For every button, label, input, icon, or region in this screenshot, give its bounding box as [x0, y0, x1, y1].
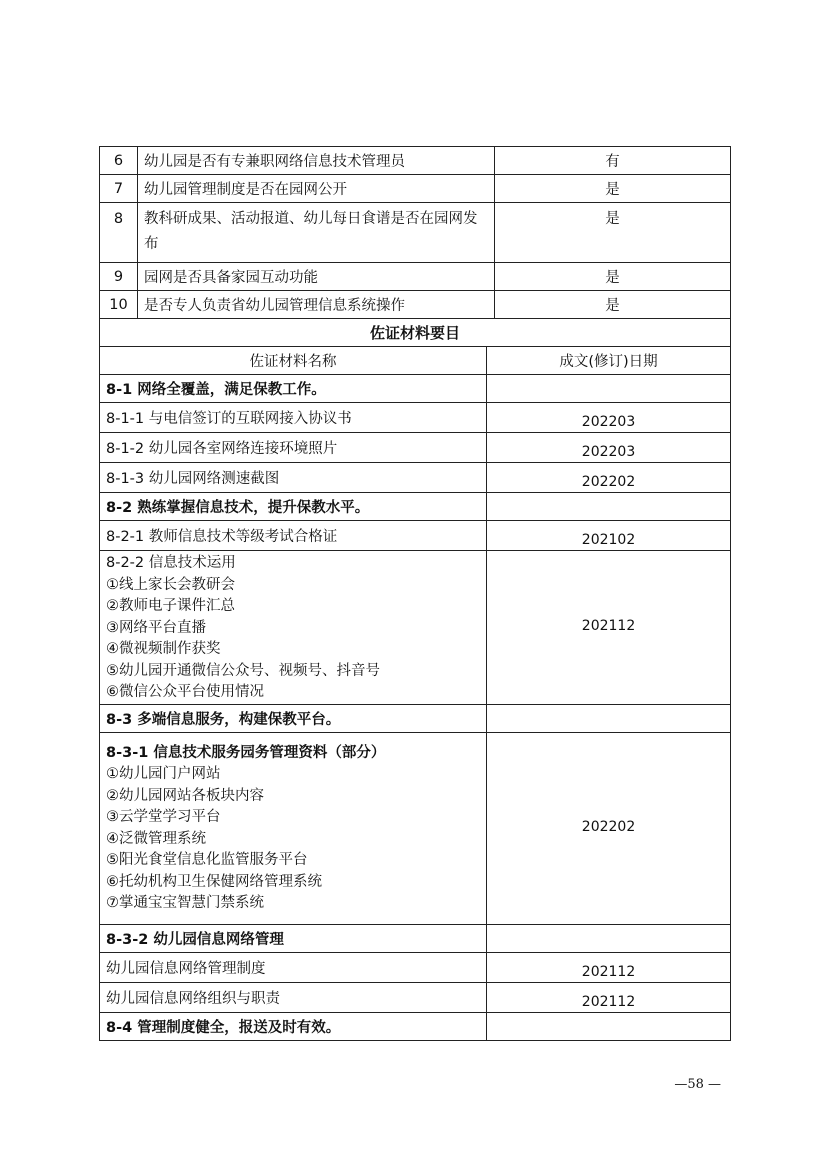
- empty-cell: [487, 1012, 731, 1040]
- evidence-table: [99, 318, 731, 1041]
- list-item: ⑤幼儿园开通微信公众号、视频号、抖音号: [106, 662, 380, 679]
- evidence-date: 202202: [487, 732, 731, 924]
- table-row: [100, 175, 731, 203]
- item-value: 是: [495, 263, 731, 291]
- list-item: ③云学堂学习平台: [106, 809, 221, 825]
- empty-cell: [487, 924, 731, 952]
- evidence-name: 幼儿园信息网络组织与职责: [100, 982, 487, 1012]
- item-text: 是否专人负责省幼儿园管理信息系统操作: [138, 291, 495, 319]
- list-item: ⑦掌通宝宝智慧门禁系统: [106, 895, 264, 911]
- evidence-title: 佐证材料要目: [100, 319, 731, 347]
- list-item: ⑥托幼机构卫生保健网络管理系统: [106, 873, 322, 890]
- section-heading: 8-3-2 幼儿园信息网络管理: [100, 924, 487, 952]
- item-number: 9: [100, 263, 138, 291]
- evidence-date: 202112: [487, 982, 731, 1012]
- section-heading: 8-3 多端信息服务，构建保教平台。: [100, 704, 487, 732]
- checklist-table: [99, 146, 731, 319]
- evidence-name: 8-1-1 与电信签订的互联网接入协议书: [100, 403, 487, 433]
- page-number: —58 —: [674, 1077, 721, 1092]
- section-heading: 8-4 管理制度健全，报送及时有效。: [100, 1012, 487, 1040]
- evidence-name-multiline: [100, 551, 487, 705]
- evidence-name: 8-2-1 教师信息技术等级考试合格证: [100, 521, 487, 551]
- empty-cell: [487, 493, 731, 521]
- table-row: [100, 263, 731, 291]
- list-item: ②教师电子课件汇总: [106, 598, 235, 614]
- empty-cell: [487, 375, 731, 403]
- evidence-name: 8-3-1 信息技术服务园务管理资料（部分）: [106, 744, 386, 761]
- list-item: ②幼儿园网站各板块内容: [106, 787, 264, 804]
- item-value: 是: [495, 175, 731, 203]
- item-value: 是: [495, 203, 731, 263]
- section-heading: 8-2 熟练掌握信息技术，提升保教水平。: [100, 493, 487, 521]
- list-item: ⑤阳光食堂信息化监管服务平台: [106, 852, 308, 868]
- evidence-date: 202202: [487, 463, 731, 493]
- evidence-name: 8-2-2 信息技术运用: [106, 555, 236, 571]
- item-number: 6: [100, 147, 138, 175]
- list-item: ③网络平台直播: [106, 619, 206, 636]
- section-heading: 8-1 网络全覆盖，满足保教工作。: [100, 375, 487, 403]
- evidence-name: 8-1-3 幼儿园网络测速截图: [100, 463, 487, 493]
- column-header-date: 成文(修订)日期: [487, 347, 731, 375]
- table-row: [100, 147, 731, 175]
- list-item: ⑥微信公众平台使用情况: [106, 684, 264, 700]
- empty-cell: [487, 704, 731, 732]
- evidence-date: 202112: [487, 952, 731, 982]
- table-row: [100, 203, 731, 263]
- list-item: ①幼儿园门户网站: [106, 766, 221, 782]
- evidence-name: 8-1-2 幼儿园各室网络连接环境照片: [100, 433, 487, 463]
- item-text: 园网是否具备家园互动功能: [138, 263, 495, 291]
- evidence-date: 202203: [487, 433, 731, 463]
- evidence-date: 202112: [487, 551, 731, 705]
- item-value: 是: [495, 291, 731, 319]
- table-row: [100, 291, 731, 319]
- evidence-date: 202203: [487, 403, 731, 433]
- list-item: ④微视频制作获奖: [106, 641, 221, 657]
- item-number: 10: [100, 291, 138, 319]
- item-number: 8: [100, 203, 138, 263]
- evidence-name: 幼儿园信息网络管理制度: [100, 952, 487, 982]
- evidence-date: 202102: [487, 521, 731, 551]
- item-value: 有: [495, 147, 731, 175]
- item-text: 教科研成果、活动报道、幼儿每日食谱是否在园网发布: [138, 203, 495, 263]
- document-body: [99, 146, 730, 1041]
- evidence-name-multiline: [100, 732, 487, 924]
- item-number: 7: [100, 175, 138, 203]
- column-header-name: 佐证材料名称: [100, 347, 487, 375]
- item-text: 幼儿园是否有专兼职网络信息技术管理员: [138, 147, 495, 175]
- list-item: ④泛微管理系统: [106, 830, 206, 847]
- item-text: 幼儿园管理制度是否在园网公开: [138, 175, 495, 203]
- list-item: ①线上家长会教研会: [106, 576, 235, 593]
